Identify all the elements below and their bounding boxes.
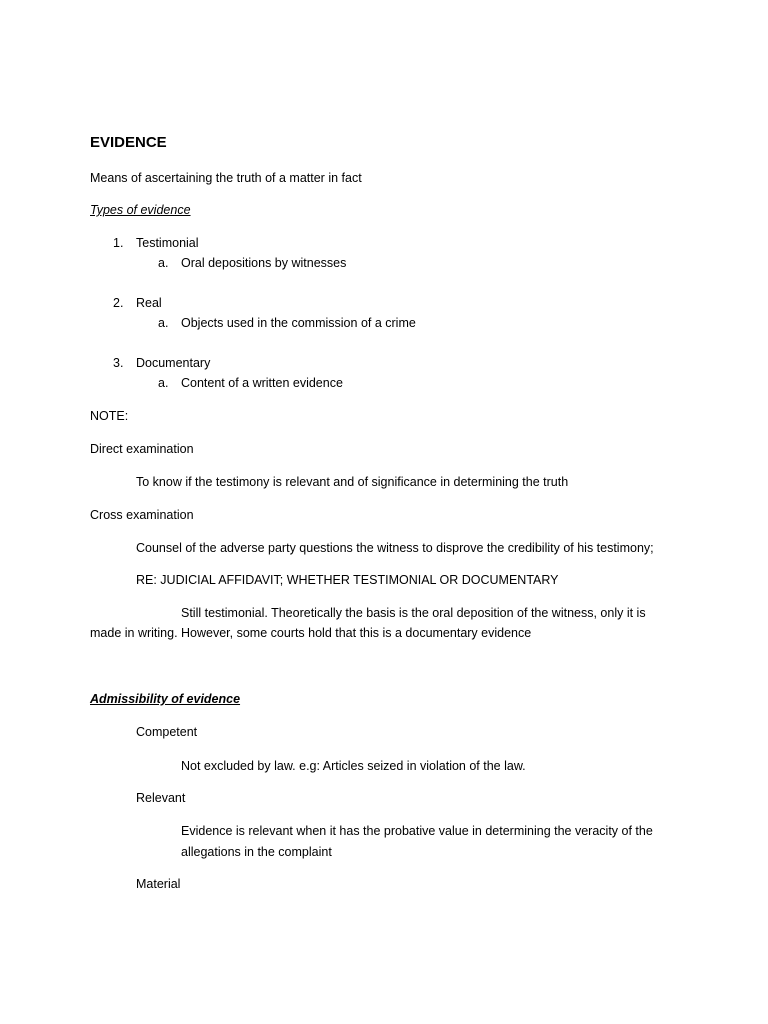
- competent-label: Competent: [136, 725, 198, 739]
- list-item-label: Testimonial: [136, 236, 199, 250]
- list-item-number: 3.: [113, 356, 124, 370]
- definition-text: Means of ascertaining the truth of a matter in fact: [90, 171, 362, 185]
- competent-text: Not excluded by law. e.g: Articles seized in violation of the law.: [181, 759, 526, 773]
- list-item-number: 1.: [113, 236, 124, 250]
- cross-exam-label: Cross examination: [90, 508, 194, 522]
- list-item-label: Documentary: [136, 356, 211, 370]
- cross-exam-text: Counsel of the adverse party questions the witness to disprove the credibility of his testimony;: [136, 541, 654, 555]
- sub-item-letter: a.: [158, 376, 169, 390]
- re-heading: RE: JUDICIAL AFFIDAVIT; WHETHER TESTIMONIAL OR DOCUMENTARY: [136, 573, 559, 587]
- types-heading: Types of evidence: [90, 203, 191, 217]
- re-text-line: Still testimonial. Theoretically the basis is the oral deposition of the witness, only it is: [181, 606, 646, 620]
- sub-item-letter: a.: [158, 316, 169, 330]
- page-title: EVIDENCE: [90, 134, 167, 151]
- relevant-text-line: Evidence is relevant when it has the probative value in determining the veracity of the: [181, 824, 653, 838]
- direct-exam-label: Direct examination: [90, 442, 194, 456]
- direct-exam-text: To know if the testimony is relevant and of significance in determining the truth: [136, 475, 569, 489]
- relevant-text-line: allegations in the complaint: [181, 845, 332, 859]
- relevant-label: Relevant: [136, 791, 186, 805]
- sub-item-letter: a.: [158, 256, 169, 270]
- sub-item-text: Objects used in the commission of a crime: [181, 316, 416, 330]
- material-label: Material: [136, 877, 181, 891]
- admissibility-heading: Admissibility of evidence: [90, 692, 241, 706]
- re-text-line: made in writing. However, some courts hold that this is a documentary evidence: [90, 626, 532, 640]
- list-item-label: Real: [136, 296, 162, 310]
- note-label: NOTE:: [90, 409, 129, 423]
- sub-item-text: Content of a written evidence: [181, 376, 343, 390]
- sub-item-text: Oral depositions by witnesses: [181, 256, 347, 270]
- list-item-number: 2.: [113, 296, 124, 310]
